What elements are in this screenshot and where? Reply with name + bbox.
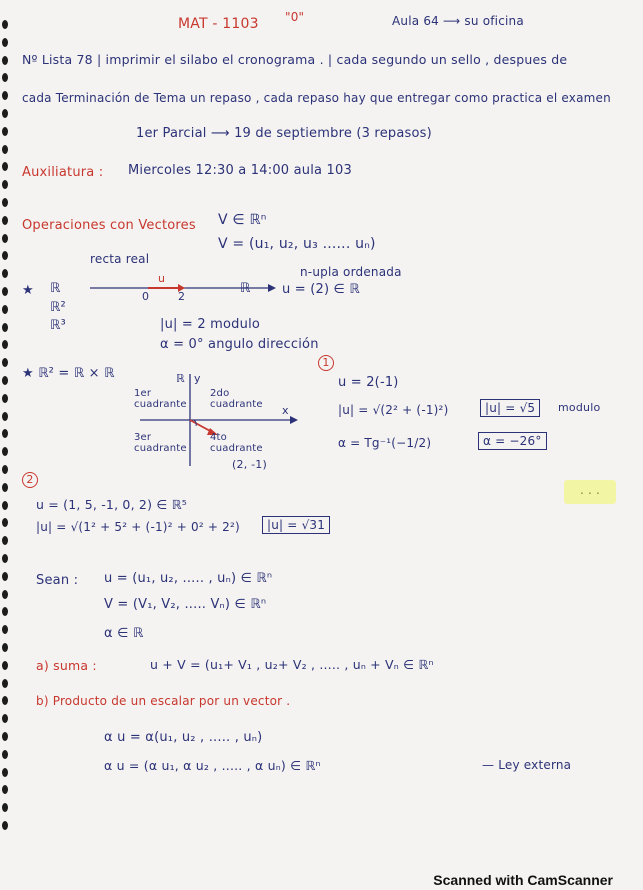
- angulo-line: α = 0° angulo dirección: [160, 337, 319, 352]
- v-general-def: V = (V₁, V₂, ..... Vₙ) ∈ ℝⁿ: [104, 597, 267, 612]
- set-r2: ℝ²: [50, 300, 66, 315]
- spiral-hole: [2, 145, 8, 154]
- spiral-hole: [2, 234, 8, 243]
- spiral-hole: [2, 501, 8, 510]
- alpha-def: α ∈ ℝ: [104, 626, 144, 641]
- producto-label: b) Producto de un escalar por un vector .: [36, 694, 291, 708]
- spiral-hole: [2, 323, 8, 332]
- example-2-badge: 2: [22, 472, 38, 488]
- spiral-hole: [2, 358, 8, 367]
- vector-arrow: [190, 420, 212, 432]
- spiral-hole: [2, 803, 8, 812]
- spiral-hole: [2, 109, 8, 118]
- quadrant-4-label: 4to cuadrante: [210, 432, 263, 454]
- cartesian-diagram: [130, 370, 310, 470]
- camscanner-watermark: Scanned with CamScanner: [433, 872, 613, 888]
- spiral-hole: [2, 536, 8, 545]
- axis-origin-label: 0: [142, 290, 150, 303]
- spiral-hole: [2, 429, 8, 438]
- spiral-hole: [2, 305, 8, 314]
- spiral-hole: [2, 56, 8, 65]
- axis-u-label: u: [158, 272, 165, 285]
- arrow-right-icon: [290, 416, 298, 424]
- intro-line-1: Nº Lista 78 | imprimir el silabo el cronograma . | cada segundo un sello , despues de: [22, 52, 568, 67]
- point-label: (2, -1): [232, 458, 267, 471]
- vector-def-1: V ∈ ℝⁿ: [218, 212, 267, 228]
- sean-label: Sean :: [36, 573, 79, 588]
- quadrant-3-label: 3er cuadrante: [134, 432, 187, 454]
- spiral-hole: [2, 287, 8, 296]
- spiral-hole: [2, 768, 8, 777]
- spiral-hole: [2, 38, 8, 47]
- example-2-mod-result: |u| = √31: [262, 516, 330, 534]
- set-r1: ℝ: [50, 281, 61, 296]
- spiral-hole: [2, 625, 8, 634]
- example-2-u: u = (1, 5, -1, 0, 2) ∈ ℝ⁵: [36, 497, 187, 512]
- spiral-hole: [2, 127, 8, 136]
- set-r3: ℝ³: [50, 318, 66, 333]
- spiral-hole: [2, 643, 8, 652]
- producto-line-1: α u = α(u₁, u₂ , ..... , uₙ): [104, 730, 263, 745]
- spiral-hole: [2, 590, 8, 599]
- spiral-hole: [2, 483, 8, 492]
- spiral-hole: [2, 20, 8, 29]
- intro-line-2: cada Terminación de Tema un repaso , cada repaso hay que entregar como practica el examen: [22, 91, 611, 105]
- example-1-mod-word: modulo: [558, 401, 601, 414]
- example-1-u: u = 2(-1): [338, 375, 399, 390]
- aux-value: Miercoles 12:30 a 14:00 aula 103: [128, 163, 352, 178]
- quadrant-1-label: 1er cuadrante: [134, 388, 187, 410]
- spiral-hole: [2, 180, 8, 189]
- spiral-hole: [2, 91, 8, 100]
- spiral-hole: [2, 661, 8, 670]
- modulo-line: |u| = 2 modulo: [160, 317, 261, 332]
- room-info: Aula 64 ⟶ su oficina: [392, 14, 524, 28]
- axis-x-label: x: [282, 404, 289, 417]
- recta-real-label: recta real: [90, 252, 150, 266]
- spiral-hole: [2, 518, 8, 527]
- axis-y-r-label: ℝ: [176, 372, 185, 385]
- bullet-r: ★: [22, 283, 34, 298]
- spiral-hole: [2, 269, 8, 278]
- exam-date: 1er Parcial ⟶ 19 de septiembre (3 repasos): [136, 126, 432, 141]
- u-definition: u = (2) ∈ ℝ: [282, 282, 360, 297]
- example-1-mod-result: |u| = √5: [480, 399, 540, 417]
- spiral-hole: [2, 216, 8, 225]
- producto-line-2: α u = (α u₁, α u₂ , ..... , α uₙ) ∈ ℝⁿ: [104, 758, 321, 773]
- arrow-right-icon: [268, 284, 276, 292]
- r2-title: ★ ℝ² = ℝ × ℝ: [22, 366, 115, 381]
- course-note: "0": [285, 10, 305, 24]
- spiral-hole: [2, 394, 8, 403]
- spiral-hole: [2, 447, 8, 456]
- spiral-hole: [2, 714, 8, 723]
- aux-label: Auxiliatura :: [22, 165, 104, 180]
- axis-y-label: y: [194, 372, 201, 385]
- suma-formula: u + V = (u₁+ V₁ , u₂+ V₂ , ..... , uₙ + Vₙ ∈ ℝⁿ: [150, 657, 434, 672]
- spiral-hole: [2, 750, 8, 759]
- spiral-hole: [2, 340, 8, 349]
- example-1-angle: α = Tg⁻¹(−1/2): [338, 436, 432, 450]
- example-1-angle-result: α = −26°: [478, 432, 547, 450]
- course-code: MAT - 1103: [178, 16, 259, 32]
- highlighted-marker-text: . . .: [580, 483, 601, 497]
- suma-label: a) suma :: [36, 658, 97, 673]
- ley-externa: — Ley externa: [482, 758, 572, 772]
- spiral-hole: [2, 607, 8, 616]
- spiral-hole: [2, 412, 8, 421]
- r2-title-text: ℝ² = ℝ × ℝ: [38, 366, 115, 381]
- example-1-badge: 1: [318, 355, 334, 371]
- u-general-def: u = (u₁, u₂, ..... , uₙ) ∈ ℝⁿ: [104, 571, 273, 586]
- spiral-hole: [2, 73, 8, 82]
- axis-r-label: ℝ: [240, 281, 251, 296]
- example-2-mod: |u| = √(1² + 5² + (-1)² + 0² + 2²): [36, 520, 240, 534]
- spiral-hole: [2, 162, 8, 171]
- ntupla-label: n-upla ordenada: [300, 265, 402, 279]
- section-title-operaciones: Operaciones con Vectores: [22, 218, 196, 233]
- spiral-hole: [2, 251, 8, 260]
- spiral-hole: [2, 376, 8, 385]
- notebook-spiral-binding: [0, 20, 10, 840]
- example-1-mod: |u| = √(2² + (-1)²): [338, 403, 449, 417]
- spiral-hole: [2, 572, 8, 581]
- spiral-hole: [2, 696, 8, 705]
- spiral-hole: [2, 198, 8, 207]
- quadrant-2-label: 2do cuadrante: [210, 388, 263, 410]
- spiral-hole: [2, 465, 8, 474]
- spiral-hole: [2, 679, 8, 688]
- axis-two-label: 2: [178, 290, 186, 303]
- spiral-hole: [2, 821, 8, 830]
- spiral-hole: [2, 554, 8, 563]
- vector-def-2: V = (u₁, u₂, u₃ ...... uₙ): [218, 236, 376, 252]
- spiral-hole: [2, 785, 8, 794]
- spiral-hole: [2, 732, 8, 741]
